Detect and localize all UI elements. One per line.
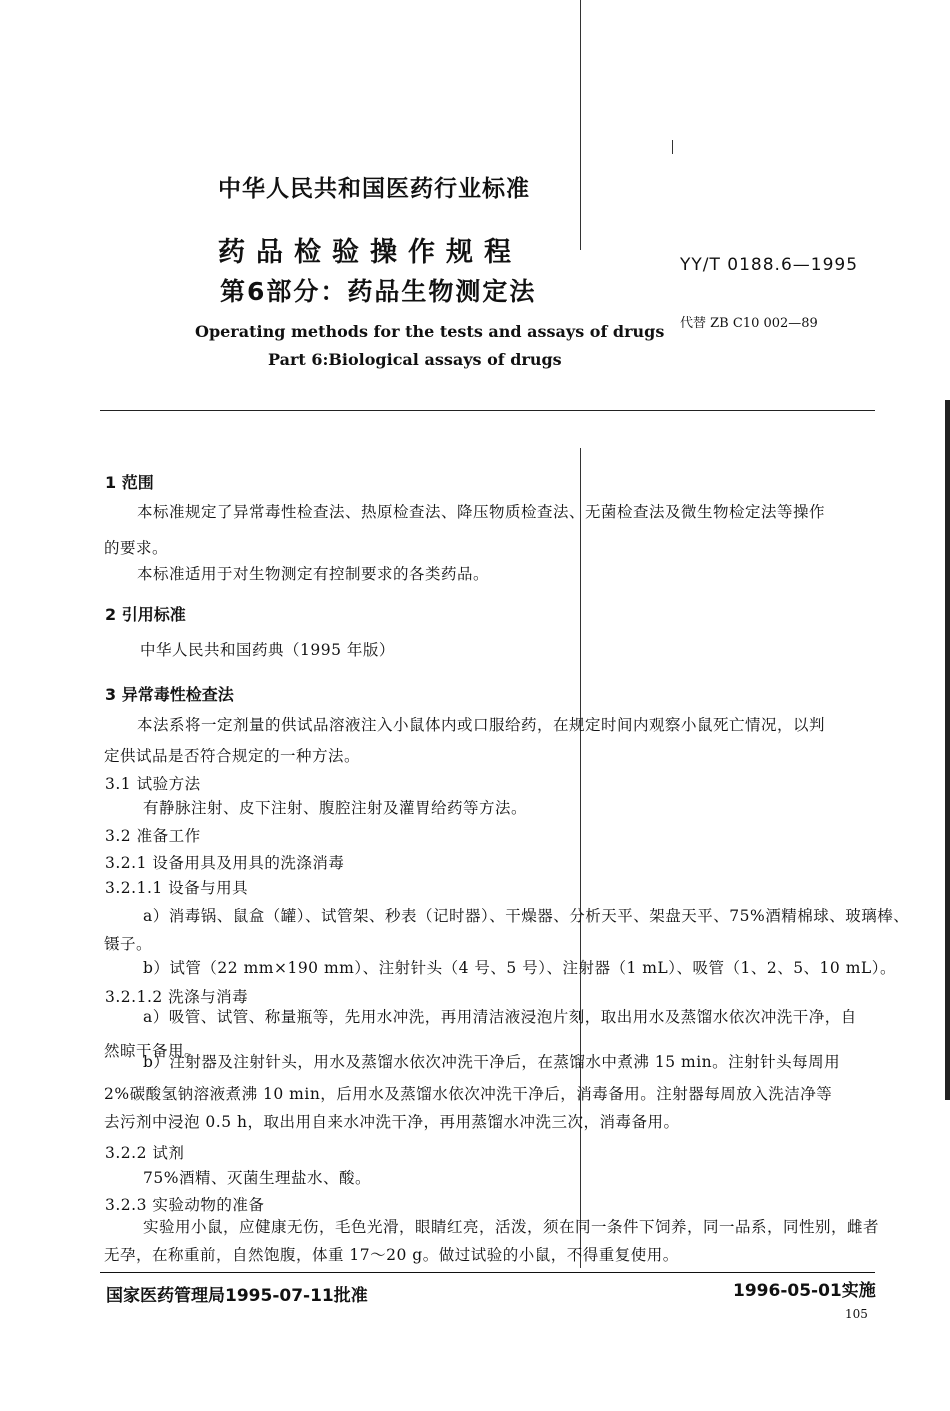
- scan-fold-line: [580, 448, 581, 1268]
- paragraph: 本法系将一定剂量的供试品溶液注入小鼠体内或口服给药，在规定时间内观察小鼠死亡情况，以判: [137, 716, 826, 734]
- section-3-heading: 3 异常毒性检查法: [105, 685, 234, 704]
- list-item-continuation: 然晾干备用。: [104, 1042, 201, 1060]
- list-item: b）注射器及注射针头，用水及蒸馏水依次冲洗干净后，在蒸馏水中煮沸 15 min。注射针头每周用: [143, 1053, 841, 1071]
- scan-fold-mark: [672, 140, 673, 154]
- english-subtitle: Part 6:Biological assays of drugs: [268, 350, 562, 369]
- subsection-heading: 3.2.1.2 洗涤与消毒: [105, 988, 249, 1006]
- subsection-heading: 3.2.1.1 设备与用具: [105, 879, 249, 897]
- subsection-heading: 3.2.2 试剂: [105, 1144, 185, 1162]
- page-number: 105: [845, 1307, 868, 1321]
- scan-fold-line: [580, 0, 581, 250]
- paragraph: 75%酒精、灭菌生理盐水、酸。: [143, 1169, 371, 1187]
- scan-edge-shadow: [945, 400, 950, 1100]
- industry-standard-heading: 中华人民共和国医药行业标准: [218, 176, 530, 202]
- list-item-continuation: 镊子。: [104, 935, 153, 953]
- section-1-heading: 1 范围: [105, 473, 154, 492]
- subsection-heading: 3.2.1 设备用具及用具的洗涤消毒: [105, 854, 345, 872]
- paragraph: 中华人民共和国药典（1995 年版）: [140, 641, 395, 659]
- header-divider: [100, 410, 875, 411]
- paragraph: 的要求。: [104, 539, 169, 557]
- list-item-continuation: 去污剂中浸泡 0.5 h，取出用自来水冲洗干净，再用蒸馏水冲洗三次，消毒备用。: [104, 1113, 680, 1131]
- approval-statement: 国家医药管理局1995-07-11批准: [106, 1286, 368, 1306]
- list-item-continuation: 2%碳酸氢钠溶液煮沸 10 min，后用水及蒸馏水依次冲洗干净后，消毒备用。注射器每周放入洗洁净等: [104, 1085, 833, 1103]
- list-item: a）消毒锅、鼠盒（罐）、试管架、秒表（记时器）、干燥器、分析天平、架盘天平、75%酒精棉球、玻璃棒、: [143, 907, 910, 925]
- english-title: Operating methods for the tests and assays of drugs: [195, 322, 665, 341]
- section-2-heading: 2 引用标准: [105, 605, 186, 624]
- implementation-date: 1996-05-01实施: [733, 1281, 876, 1301]
- standard-number: YY/T 0188.6—1995: [680, 255, 859, 275]
- subsection-heading: 3.2 准备工作: [105, 827, 201, 845]
- footer-divider: [100, 1272, 875, 1273]
- subsection-heading: 3.2.3 实验动物的准备: [105, 1196, 265, 1214]
- document-title: 药品检验操作规程: [218, 237, 522, 268]
- document-subtitle: 第6部分：药品生物测定法: [220, 277, 537, 306]
- paragraph: 定供试品是否符合规定的一种方法。: [104, 747, 361, 765]
- paragraph: 实验用小鼠，应健康无伤，毛色光滑，眼睛红亮，活泼，须在同一条件下饲养，同一品系，同性别，雌者: [143, 1218, 880, 1236]
- list-item: b）试管（22 mm×190 mm）、注射针头（4 号、5 号）、注射器（1 mL）、吸管（1、2、5、10 mL）。: [143, 959, 896, 977]
- subsection-heading: 3.1 试验方法: [105, 775, 201, 793]
- paragraph: 本标准适用于对生物测定有控制要求的各类药品。: [137, 565, 490, 583]
- paragraph: 无孕，在称重前，自然饱腹，体重 17～20 g。做过试验的小鼠，不得重复使用。: [104, 1246, 679, 1264]
- paragraph: 本标准规定了异常毒性检查法、热原检查法、降压物质检查法、无菌检查法及微生物检定法等操作: [137, 503, 826, 521]
- paragraph: 有静脉注射、皮下注射、腹腔注射及灌胃给药等方法。: [143, 799, 528, 817]
- replaces-standard: 代替 ZB C10 002—89: [680, 316, 818, 331]
- list-item: a）吸管、试管、称量瓶等，先用水冲洗，再用清洁液浸泡片刻，取出用水及蒸馏水依次冲洗干净，自: [143, 1008, 857, 1026]
